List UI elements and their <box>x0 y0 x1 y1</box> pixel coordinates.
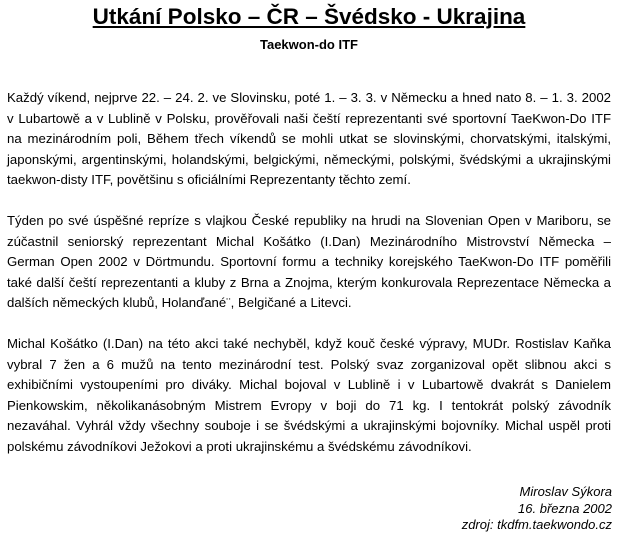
paragraph-1: Každý víkend, nejprve 22. – 24. 2. ve Slovinsku, poté 1. – 3. 3. v Německu a hned nato 8. – 1. 3. 2002 v Lubartowě a v Lublině v Polsku, prověřovali naši čeští reprezentanti své sportovní TaeKwon-Do ITF na mezinárodním poli, Během třech víkendů se mohli utkat se slovinskými, chorvatskými, italskými, japonskými, argentinskými, holandskými, belgickými, německými, polskými, švédskými a ukrajinskými taekwon-disty ITF, povětšinu s oficiálními Reprezentanty těchto zemí. <box>7 90 611 187</box>
paragraph-2: Týden po své úspěšné repríze s vlajkou České republiky na hrudi na Slovenian Open v Mariboru, se zúčastnil seniorský reprezentant Michal Košátko (I.Dan) Mezinárodního Mistrovství Německa – German Open 2002 v Dörtmundu. Sportovní formu a techniky korejského TaeKwon-Do ITF poměřili také další čeští reprezentanti a kluby z Brna a Znojma, kterým konkurovala Reprezentace Německa a dalších německých klubů, Holanďané¨, Belgičané a Litevci. <box>7 213 611 310</box>
signature-block <box>312 484 612 534</box>
paragraph-3: Michal Košátko (I.Dan) na této akci také nechyběl, když kouč české výpravy, MUDr. Rostislav Kaňka vybral 7 žen a 6 mužů na tento mezinárodní test. Polský svaz zorganizoval opět slibnou akci s exhibičními vystoupeními pro diváky. Michal bojoval v Lublině i v Lubartowě dvakrát s Danielem Pienkowskim, několikanásobným Mistrem Evropy v boji do 71 kg. I tentokrát polský závodník nezaváhal. Vyhrál vždy všechny souboje i se švédskými a ukrajinskými bojovníky. Michal uspěl proti polskému závodníkovi Ježokovi a proti ukrajinskému a švédskému závodníkovi. <box>7 336 611 454</box>
publication-date: 16. března 2002 <box>518 500 612 516</box>
article-body <box>7 88 611 478</box>
article-title: Utkání Polsko – ČR – Švédsko - Ukrajina <box>92 4 526 29</box>
article-subtitle: Taekwon-do ITF <box>260 37 358 52</box>
author-name: Miroslav Sýkora <box>519 484 612 499</box>
source-line: zdroj: tkdfm.taekwondo.cz <box>461 517 612 532</box>
